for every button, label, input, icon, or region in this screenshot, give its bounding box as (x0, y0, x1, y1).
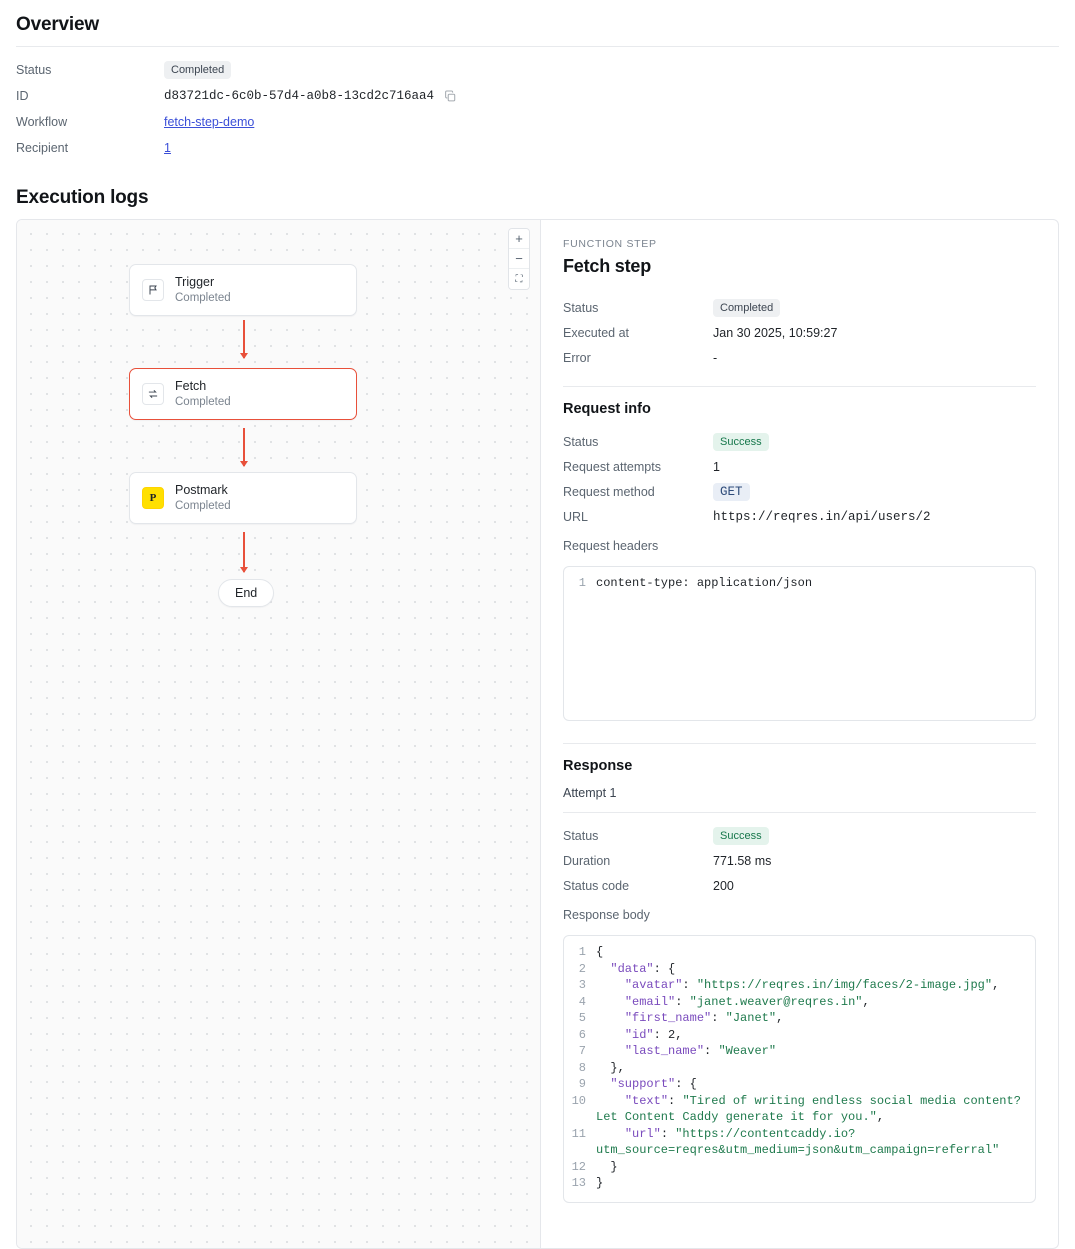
graph-node-end[interactable]: End (218, 579, 274, 607)
execution-id-text: d83721dc-6c0b-57d4-a0b8-13cd2c716aa4 (164, 89, 435, 103)
overview-key-recipient: Recipient (16, 141, 69, 155)
line-number: 3 (578, 978, 586, 992)
code-line (570, 994, 1025, 1011)
response-body-line: "email": "janet.weaver@reqres.in", (624, 994, 870, 1009)
request-key-attempts: Request attempts (563, 459, 661, 474)
code-line (570, 944, 1025, 961)
code-line (570, 1159, 1025, 1176)
code-line (570, 1126, 1025, 1159)
zoom-out-icon[interactable]: − (509, 249, 529, 269)
line-number: 9 (578, 1077, 586, 1091)
step-type-label: FUNCTION STEP (563, 238, 657, 250)
detail-key-executed-at: Executed at (563, 325, 630, 340)
response-key-status: Status (563, 828, 599, 843)
line-number: 1 (578, 576, 586, 590)
response-body-line: }, (596, 1060, 625, 1075)
line-number: 6 (578, 1027, 586, 1042)
code-line (570, 1027, 1025, 1044)
request-row-status (563, 429, 1036, 454)
response-body-line: "first_name": "Janet", (624, 1011, 784, 1025)
code-line (570, 1010, 1025, 1027)
request-row-url (563, 504, 1036, 529)
code-line (570, 1175, 1025, 1192)
code-line (570, 961, 1025, 978)
request-value-url: https://reqres.in/api/users/2 (713, 509, 931, 524)
detail-key-error: Error (563, 350, 591, 365)
overview-row-status (16, 57, 1059, 83)
response-row-status-code (563, 873, 1036, 898)
swap-icon (142, 383, 164, 405)
line-number: 10 (571, 1093, 586, 1108)
line-number: 13 (571, 1176, 586, 1190)
detail-row-error (563, 345, 1036, 370)
response-heading: Response (563, 758, 633, 774)
detail-key-status: Status (563, 300, 599, 315)
overview-row-id (16, 83, 1059, 109)
line-number: 12 (571, 1159, 586, 1174)
request-headers-code (563, 566, 1036, 721)
request-key-status: Status (563, 434, 599, 449)
response-value-duration: 771.58 ms (713, 853, 772, 868)
overview-table (0, 47, 1075, 165)
header-line-1: content-type: application/json (596, 576, 813, 590)
copy-icon[interactable] (442, 88, 458, 104)
flag-icon (142, 279, 164, 301)
request-method-badge: GET (713, 483, 750, 501)
detail-value-error: - (713, 350, 718, 365)
response-value-status-code: 200 (713, 878, 734, 893)
execution-logs-panel (16, 219, 1059, 1249)
request-key-method: Request method (563, 484, 655, 499)
response-attempt-label: Attempt 1 (563, 786, 617, 800)
divider (563, 812, 1036, 813)
code-line (570, 1076, 1025, 1093)
overview-value-id (164, 88, 458, 104)
response-row-status (563, 823, 1036, 848)
request-headers-label-row (563, 533, 1036, 558)
line-number: 2 (578, 961, 586, 976)
response-status-badge: Success (713, 827, 769, 845)
node-title: Fetch (175, 379, 207, 393)
step-title: Fetch step (563, 256, 652, 276)
line-number: 11 (571, 1126, 586, 1141)
response-body-line: "last_name": "Weaver" (624, 1044, 777, 1058)
graph-node-postmark[interactable] (129, 472, 357, 524)
divider (563, 386, 1036, 387)
step-details-panel (541, 220, 1058, 1248)
request-status-badge: Success (713, 433, 769, 451)
response-row-duration (563, 848, 1036, 873)
code-line (570, 1093, 1029, 1126)
overview-value-status (164, 61, 231, 79)
request-headers-label: Request headers (563, 538, 659, 553)
line-number: 5 (578, 1011, 586, 1025)
zoom-controls (508, 228, 530, 290)
postmark-icon: P (142, 487, 164, 509)
overview-row-workflow (16, 109, 1059, 135)
response-body-line: } (596, 1176, 604, 1190)
code-line (570, 1043, 1025, 1060)
line-number: 7 (578, 1044, 586, 1058)
execution-logs-title: Execution logs (16, 187, 149, 208)
graph-node-fetch[interactable] (129, 368, 357, 420)
step-status-badge: Completed (713, 299, 780, 317)
line-number: 4 (578, 994, 586, 1009)
overview-key-status: Status (16, 63, 52, 77)
response-key-duration: Duration (563, 853, 611, 868)
node-title: Postmark (175, 483, 228, 497)
node-status: Completed (175, 499, 231, 512)
request-row-attempts (563, 454, 1036, 479)
response-body-line: "text": "Tired of writing endless social media content? Let Content Caddy generate it for you.", (596, 1093, 1029, 1124)
response-body-line: "support": { (610, 1077, 697, 1091)
graph-edge-2 (243, 428, 245, 466)
overview-key-workflow: Workflow (16, 115, 68, 129)
line-number: 8 (578, 1060, 586, 1075)
line-number: 1 (578, 945, 586, 959)
fit-view-icon[interactable]: ⛶ (509, 269, 529, 289)
response-body-line: } (596, 1159, 618, 1174)
workflow-graph-canvas[interactable] (17, 220, 541, 1248)
request-row-method (563, 479, 1036, 504)
page-title: Overview (16, 14, 99, 35)
response-body-line: { (596, 945, 604, 959)
overview-row-recipient (16, 135, 1059, 161)
graph-edge-3 (243, 532, 245, 572)
graph-node-trigger[interactable] (129, 264, 357, 316)
detail-row-executed-at (563, 320, 1036, 345)
code-line (570, 977, 1025, 994)
divider (563, 743, 1036, 744)
response-body-line: "avatar": "https://reqres.in/img/faces/2-image.jpg", (624, 978, 1000, 992)
response-body-label: Response body (563, 907, 650, 922)
zoom-in-icon[interactable]: + (509, 229, 529, 249)
request-value-attempts: 1 (713, 459, 720, 474)
response-key-status-code: Status code (563, 878, 630, 893)
request-key-url: URL (563, 509, 589, 524)
request-info-heading: Request info (563, 401, 651, 417)
node-status: Completed (175, 395, 231, 408)
code-line (570, 1060, 1025, 1077)
detail-value-executed-at: Jan 30 2025, 10:59:27 (713, 325, 838, 340)
response-body-label-row (563, 902, 1036, 927)
node-status: Completed (175, 291, 231, 304)
response-body-line: "data": { (610, 961, 676, 976)
code-line (570, 575, 1025, 592)
node-title: Trigger (175, 275, 215, 289)
workflow-link[interactable]: fetch-step-demo (164, 115, 255, 129)
response-body-line: "id": 2, (624, 1027, 683, 1042)
response-body-line: "url": "https://contentcaddy.io?utm_source=reqres&utm_medium=json&utm_campaign=referral" (596, 1126, 1000, 1157)
detail-row-status (563, 295, 1036, 320)
overview-key-id: ID (16, 89, 29, 103)
response-body-code (563, 935, 1036, 1203)
recipient-link[interactable]: 1 (164, 141, 171, 155)
graph-edge-1 (243, 320, 245, 358)
status-badge: Completed (164, 61, 231, 79)
